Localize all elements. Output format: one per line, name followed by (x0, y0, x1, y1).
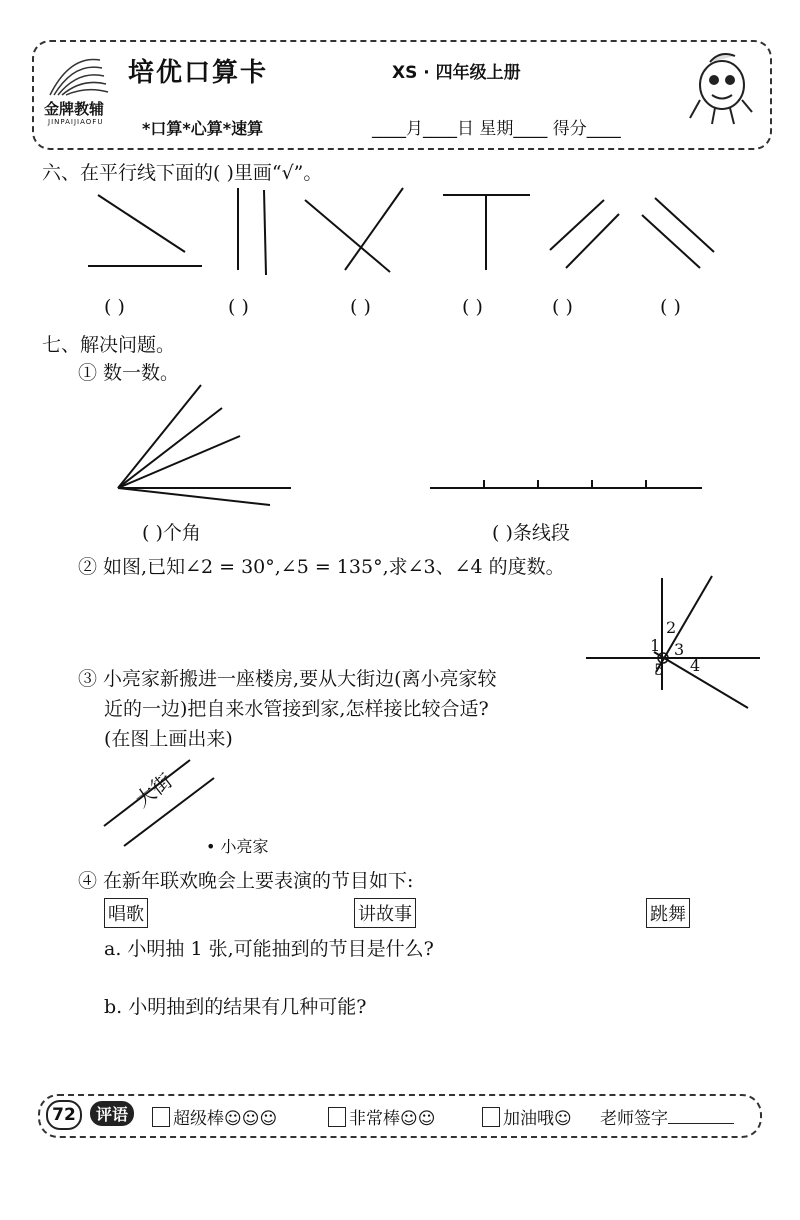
checkbox-super[interactable] (152, 1107, 170, 1127)
answer-slot-6d[interactable]: ( ) (462, 296, 483, 318)
q1-segment-figure (430, 480, 702, 488)
section6-heading: 六、在平行线下面的( )里画“√”。 (42, 162, 323, 184)
fig-6e (550, 200, 619, 268)
edition-label: XS · 四年级上册 (392, 63, 521, 83)
segments-answer-blank[interactable]: ( )条线段 (492, 522, 570, 544)
option-very-good[interactable]: 非常棒☺☺ (328, 1104, 435, 1129)
q2-label: ② 如图,已知∠2 = 30°,∠5 = 135°,求∠3、∠4 的度数。 (78, 556, 565, 578)
answer-slot-6a[interactable]: ( ) (104, 296, 125, 318)
signature-line[interactable] (668, 1123, 734, 1124)
comment-badge: 评语 (90, 1101, 134, 1126)
street-label: 大街 (130, 768, 177, 813)
angle-label-1: 1 (650, 636, 661, 655)
teacher-signature: 老师签字 (600, 1104, 734, 1129)
card-subtitle: *口算*心算*速算 (142, 119, 264, 138)
fig-6b (238, 188, 266, 275)
fig-6f (642, 198, 714, 268)
brand-pinyin: JINPAIJIAOFU (48, 118, 104, 126)
brand-logo-icon (50, 59, 108, 95)
angle-label-3: 3 (674, 640, 685, 659)
angle-label-5: 5 (654, 660, 665, 679)
checkbox-very-good[interactable] (328, 1107, 346, 1127)
fig-6d (443, 195, 530, 270)
section6-figures (88, 188, 714, 275)
checkbox-keep-going[interactable] (482, 1107, 500, 1127)
q1-angle-figure (118, 385, 291, 505)
angle-label-4: 4 (690, 656, 701, 675)
answer-slot-6b[interactable]: ( ) (228, 296, 249, 318)
q3-line3: (在图上画出来) (104, 728, 233, 750)
angle-label-2: 2 (666, 618, 677, 637)
mascot-icon (690, 54, 752, 124)
q1-label: ① 数一数。 (78, 362, 180, 384)
answer-slot-6e[interactable]: ( ) (552, 296, 573, 318)
answer-slot-6f[interactable]: ( ) (660, 296, 681, 318)
q4-part-a: a. 小明抽 1 张,可能抽到的节目是什么? (104, 938, 434, 960)
q3-line2: 近的一边)把自来水管接到家,怎样接比较合适? (104, 698, 489, 720)
home-label: • 小亮家 (206, 837, 269, 856)
q4-part-b: b. 小明抽到的结果有几种可能? (104, 996, 367, 1018)
fig-6a (88, 195, 202, 266)
page-number: 72 (46, 1100, 82, 1130)
program-card-dance: 跳舞 (646, 898, 690, 928)
fig-6c (305, 188, 403, 272)
program-card-singing: 唱歌 (104, 898, 148, 928)
program-card-storytelling: 讲故事 (354, 898, 416, 928)
option-super[interactable]: 超级棒☺☺☺ (152, 1104, 277, 1129)
date-score-line: ____月____日 星期____ 得分____ (372, 119, 621, 139)
card-title: 培优口算卡 (128, 58, 269, 88)
option-keep-going[interactable]: 加油哦☺ (482, 1104, 572, 1129)
q2-angle-figure (586, 576, 760, 708)
angles-answer-blank[interactable]: ( )个角 (142, 522, 201, 544)
q4-label: ④ 在新年联欢晚会上要表演的节目如下: (78, 870, 414, 892)
q3-line1: ③ 小亮家新搬进一座楼房,要从大街边(离小亮家较 (78, 668, 497, 690)
section7-heading: 七、解决问题。 (42, 334, 176, 356)
brand-name: 金牌教辅 (44, 100, 105, 118)
answer-slot-6c[interactable]: ( ) (350, 296, 371, 318)
